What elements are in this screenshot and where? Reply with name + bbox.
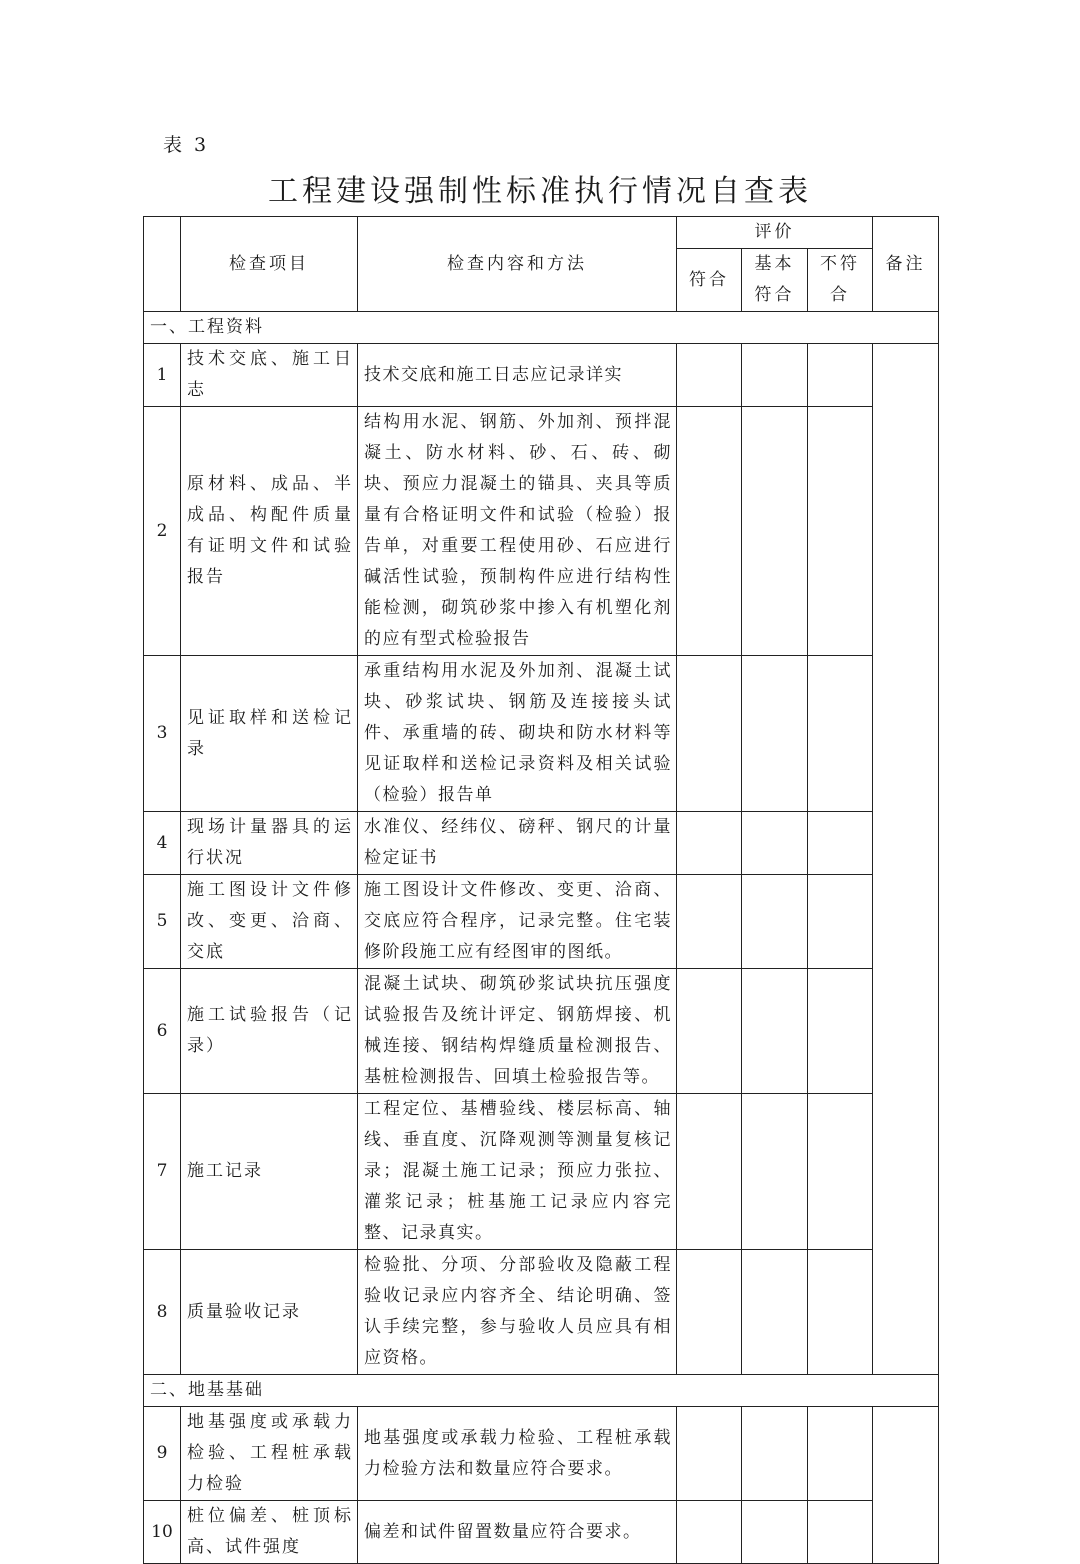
header-evaluation: 评价: [677, 217, 873, 249]
header-number-cell: [144, 217, 181, 312]
non-conform-cell[interactable]: [808, 969, 873, 1094]
conform-cell[interactable]: [677, 1501, 742, 1564]
row-number: 4: [144, 812, 181, 875]
basic-conform-cell[interactable]: [742, 344, 808, 407]
non-conform-cell[interactable]: [808, 1501, 873, 1564]
basic-conform-cell[interactable]: [742, 407, 808, 656]
row-number: 1: [144, 344, 181, 407]
basic-conform-cell[interactable]: [742, 875, 808, 969]
basic-conform-cell[interactable]: [742, 656, 808, 812]
row-content: 偏差和试件留置数量应符合要求。: [358, 1501, 677, 1564]
row-item: 见证取样和送检记录: [181, 656, 358, 812]
basic-conform-cell[interactable]: [742, 1094, 808, 1250]
header-remark: 备注: [873, 217, 939, 312]
table-row: [144, 407, 939, 656]
row-item: 技术交底、施工日志: [181, 344, 358, 407]
row-item: 地基强度或承载力检验、工程桩承载力检验: [181, 1407, 358, 1501]
table-row: [144, 812, 939, 875]
section-title: 一、工程资料: [144, 312, 939, 344]
row-content: 技术交底和施工日志应记录详实: [358, 344, 677, 407]
non-conform-cell[interactable]: [808, 656, 873, 812]
conform-cell[interactable]: [677, 1094, 742, 1250]
row-content: 施工图设计文件修改、变更、洽商、交底应符合程序，记录完整。住宅装修阶段施工应有经图审的图纸。: [358, 875, 677, 969]
row-content: 工程定位、基槽验线、楼层标高、轴线、垂直度、沉降观测等测量复核记录；混凝土施工记录；预应力张拉、灌浆记录；桩基施工记录应内容完整、记录真实。: [358, 1094, 677, 1250]
page-title: 工程建设强制性标准执行情况自查表: [268, 174, 812, 209]
table-row: [144, 344, 939, 407]
row-content: 地基强度或承载力检验、工程桩承载力检验方法和数量应符合要求。: [358, 1407, 677, 1501]
header-content: 检查内容和方法: [358, 217, 677, 312]
non-conform-cell[interactable]: [808, 812, 873, 875]
conform-cell[interactable]: [677, 344, 742, 407]
header-basic-conform-line1: 基本: [754, 254, 795, 274]
row-number: 7: [144, 1094, 181, 1250]
table-row: [144, 1407, 939, 1501]
non-conform-cell[interactable]: [808, 407, 873, 656]
header-conform: 符合: [677, 249, 742, 312]
row-item: 施工试验报告（记录）: [181, 969, 358, 1094]
header-basic-conform-line2: 符合: [754, 285, 795, 305]
remark-cell[interactable]: [873, 1407, 939, 1564]
header-non-conform-line1: 不符: [820, 254, 861, 274]
row-content: 混凝土试块、砌筑砂浆试块抗压强度试验报告及统计评定、钢筋焊接、机械连接、钢结构焊缝质量检测报告、基桩检测报告、回填土检验报告等。: [358, 969, 677, 1094]
conform-cell[interactable]: [677, 407, 742, 656]
non-conform-cell[interactable]: [808, 1250, 873, 1375]
row-number: 8: [144, 1250, 181, 1375]
row-number: 2: [144, 407, 181, 656]
row-item: 桩位偏差、桩顶标高、试件强度: [181, 1501, 358, 1564]
section-row: [144, 312, 939, 344]
basic-conform-cell[interactable]: [742, 1407, 808, 1501]
row-content: 承重结构用水泥及外加剂、混凝土试块、砂浆试块、钢筋及连接接头试件、承重墙的砖、砌块和防水材料等见证取样和送检记录资料及相关试验（检验）报告单: [358, 656, 677, 812]
row-item: 施工图设计文件修改、变更、洽商、交底: [181, 875, 358, 969]
non-conform-cell[interactable]: [808, 875, 873, 969]
row-content: 水准仪、经纬仪、磅秤、钢尺的计量检定证书: [358, 812, 677, 875]
self-check-table: [143, 216, 939, 1564]
header-row: [144, 217, 939, 249]
row-number: 3: [144, 656, 181, 812]
conform-cell[interactable]: [677, 1250, 742, 1375]
table-row: [144, 1250, 939, 1375]
conform-cell[interactable]: [677, 812, 742, 875]
header-basic-conform: [742, 249, 808, 312]
table-row: [144, 1501, 939, 1564]
header-non-conform-line2: 合: [830, 285, 851, 305]
basic-conform-cell[interactable]: [742, 1501, 808, 1564]
basic-conform-cell[interactable]: [742, 1250, 808, 1375]
table-row: [144, 656, 939, 812]
conform-cell[interactable]: [677, 875, 742, 969]
conform-cell[interactable]: [677, 1407, 742, 1501]
non-conform-cell[interactable]: [808, 344, 873, 407]
row-number: 10: [144, 1501, 181, 1564]
row-item: 现场计量器具的运行状况: [181, 812, 358, 875]
table-label: 表 3: [163, 134, 210, 156]
table-row: [144, 969, 939, 1094]
header-non-conform: [808, 249, 873, 312]
row-number: 6: [144, 969, 181, 1094]
section-title: 二、地基基础: [144, 1375, 939, 1407]
non-conform-cell[interactable]: [808, 1094, 873, 1250]
row-content: 结构用水泥、钢筋、外加剂、预拌混凝土、防水材料、砂、石、砖、砌块、预应力混凝土的锚具、夹具等质量有合格证明文件和试验（检验）报告单，对重要工程使用砂、石应进行碱活性试验，预制构件应进行结构性能检测，砌筑砂浆中掺入有机塑化剂的应有型式检验报告: [358, 407, 677, 656]
table-row: [144, 875, 939, 969]
conform-cell[interactable]: [677, 969, 742, 1094]
row-item: 施工记录: [181, 1094, 358, 1250]
section-row: [144, 1375, 939, 1407]
header-item: 检查项目: [181, 217, 358, 312]
row-number: 5: [144, 875, 181, 969]
row-number: 9: [144, 1407, 181, 1501]
row-content: 检验批、分项、分部验收及隐蔽工程验收记录应内容齐全、结论明确、签认手续完整，参与验收人员应具有相应资格。: [358, 1250, 677, 1375]
remark-cell[interactable]: [873, 344, 939, 1375]
non-conform-cell[interactable]: [808, 1407, 873, 1501]
conform-cell[interactable]: [677, 656, 742, 812]
table-row: [144, 1094, 939, 1250]
basic-conform-cell[interactable]: [742, 812, 808, 875]
basic-conform-cell[interactable]: [742, 969, 808, 1094]
row-item: 原材料、成品、半成品、构配件质量有证明文件和试验报告: [181, 407, 358, 656]
row-item: 质量验收记录: [181, 1250, 358, 1375]
